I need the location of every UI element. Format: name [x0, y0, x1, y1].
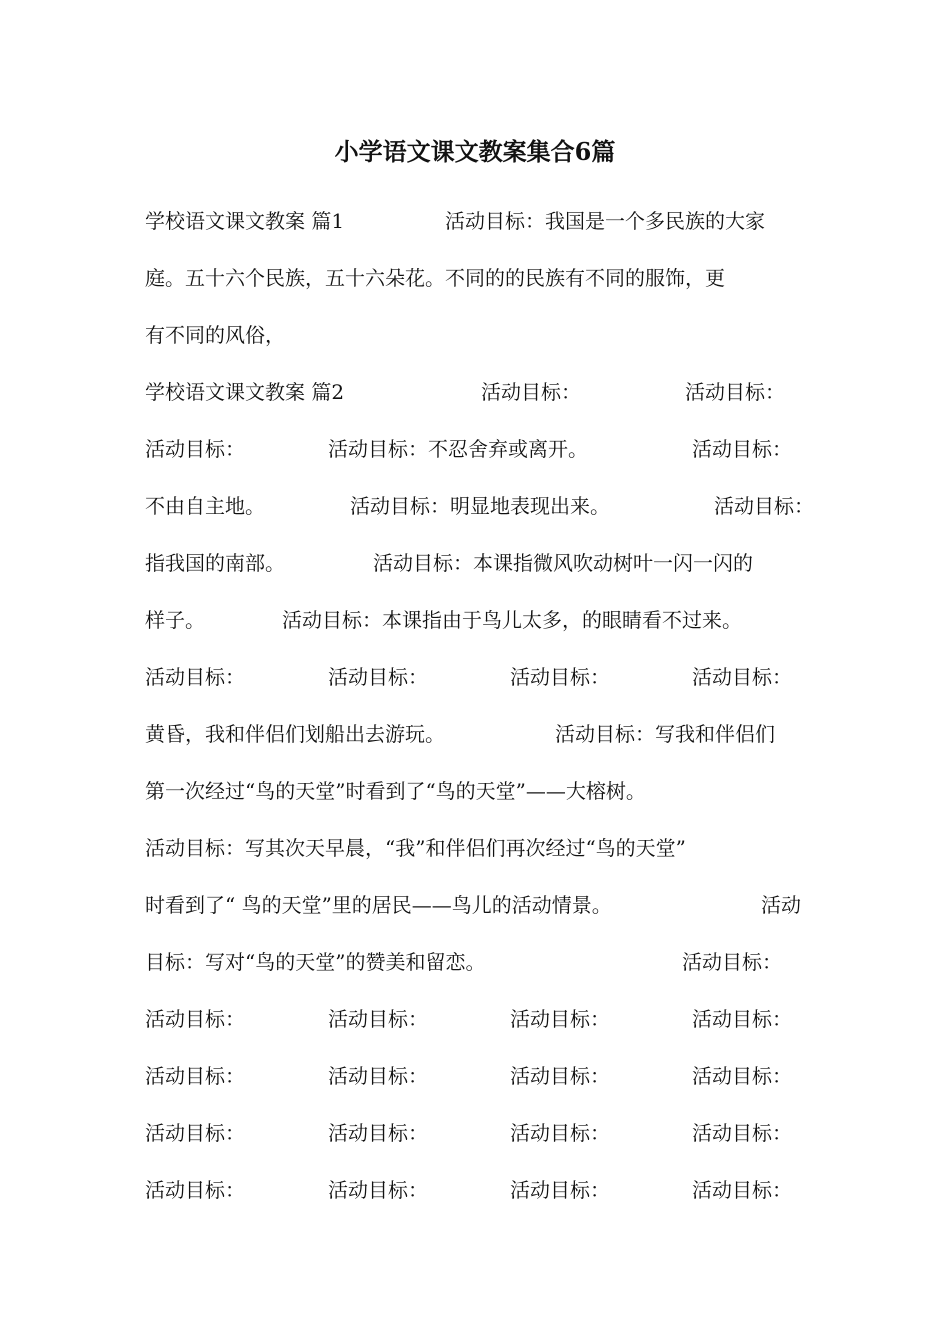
text-segment: 活动目标： [692, 1121, 792, 1145]
text-segment: 活动目标： [481, 380, 581, 404]
text-segment: 活动目标： [328, 1178, 428, 1202]
text-segment: 学校语文课文教案 篇1 [145, 209, 345, 233]
text-line [145, 1113, 825, 1153]
text-segment: 活动目标：本课指由于鸟儿太多，的眼睛看不过来。 [282, 608, 742, 632]
text-segment: 活动目标： [692, 1007, 792, 1031]
text-segment: 活动目标： [145, 1007, 245, 1031]
text-segment: 活动目标： [510, 1178, 610, 1202]
text-line [145, 486, 825, 526]
text-segment: 活动目标： [510, 665, 610, 689]
text-line [145, 771, 825, 811]
text-segment: 活动目标：本课指微风吹动树叶一闪一闪的 [373, 551, 753, 575]
text-segment: 活动目标： [145, 1064, 245, 1088]
text-line [145, 600, 825, 640]
text-segment: 活动目标：明显地表现出来。 [350, 494, 610, 518]
text-segment: 活动目标： [714, 494, 814, 518]
text-segment: 活动目标： [145, 437, 245, 461]
text-line [145, 885, 825, 925]
text-line [145, 828, 825, 868]
text-segment: 活动目标： [510, 1064, 610, 1088]
text-segment: 活动 [761, 893, 801, 917]
text-segment: 活动目标： [145, 665, 245, 689]
text-segment: 活动目标： [328, 1064, 428, 1088]
text-segment: 活动目标： [692, 1178, 792, 1202]
text-segment: 有不同的风俗， [145, 323, 285, 347]
text-segment: 活动目标： [510, 1121, 610, 1145]
text-segment: 活动目标： [685, 380, 785, 404]
text-line [145, 999, 825, 1039]
text-segment: 学校语文课文教案 篇2 [145, 380, 345, 404]
text-segment: 不由自主地。 [145, 494, 265, 518]
text-segment: 活动目标： [510, 1007, 610, 1031]
text-segment: 时看到了“ 鸟的天堂”里的居民——鸟儿的活动情景。 [145, 893, 612, 917]
text-segment: 活动目标： [692, 665, 792, 689]
text-line [145, 657, 825, 697]
text-line [145, 258, 825, 298]
text-segment: 庭。五十六个民族，五十六朵花。不同的的民族有不同的服饰，更 [145, 266, 725, 290]
text-segment: 第一次经过“鸟的天堂”时看到了“鸟的天堂”——大榕树。 [145, 779, 646, 803]
text-segment: 活动目标： [145, 1178, 245, 1202]
text-line [145, 942, 825, 982]
text-line [145, 1056, 825, 1096]
text-segment: 活动目标： [328, 1007, 428, 1031]
text-line [145, 714, 825, 754]
text-segment: 活动目标：我国是一个多民族的大家 [445, 209, 765, 233]
text-segment: 活动目标：写我和伴侣们 [555, 722, 775, 746]
text-segment: 活动目标：不忍舍弃或离开。 [328, 437, 588, 461]
text-segment: 活动目标： [145, 1121, 245, 1145]
text-line [145, 429, 825, 469]
text-segment: 指我国的南部。 [145, 551, 285, 575]
text-line [145, 372, 825, 412]
page-title: 小学语文课文教案集合6篇 [334, 137, 616, 166]
text-line [145, 543, 825, 583]
text-line [145, 315, 825, 355]
text-line [145, 201, 825, 241]
text-segment: 活动目标：写其次天早晨，“我”和伴侣们再次经过“鸟的天堂” [145, 836, 686, 860]
text-segment: 黄昏，我和伴侣们划船出去游玩。 [145, 722, 445, 746]
text-segment: 活动目标： [328, 665, 428, 689]
text-segment: 活动目标： [682, 950, 782, 974]
text-segment: 目标：写对“鸟的天堂”的赞美和留恋。 [145, 950, 486, 974]
text-segment: 活动目标： [328, 1121, 428, 1145]
text-segment: 活动目标： [692, 437, 792, 461]
text-segment: 样子。 [145, 608, 205, 632]
text-line [145, 1170, 825, 1210]
text-segment: 活动目标： [692, 1064, 792, 1088]
